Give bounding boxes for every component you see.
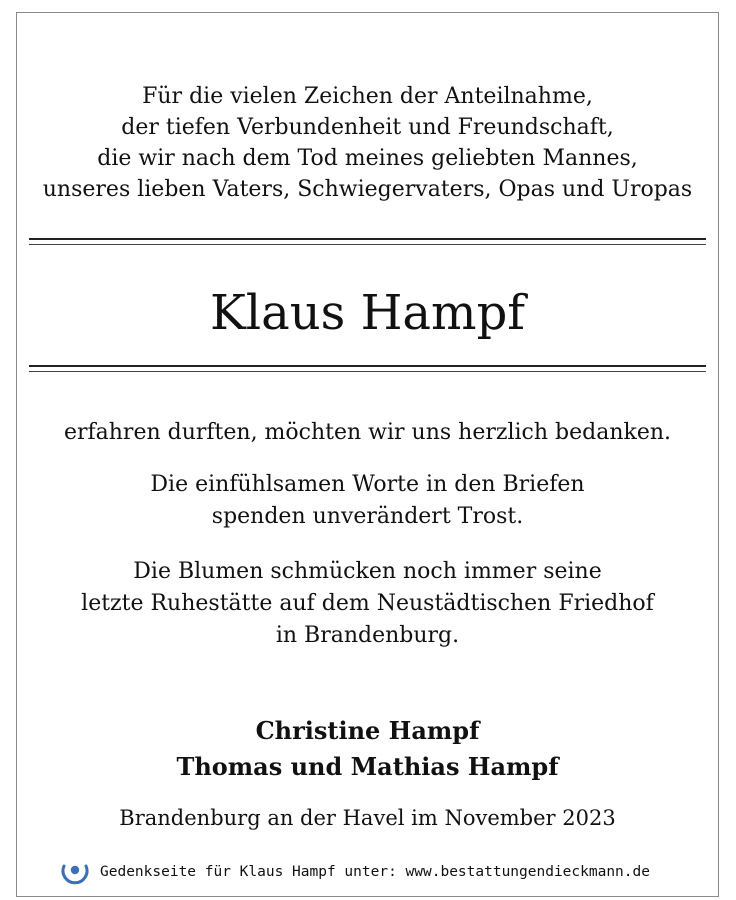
intro-line: Für die vielen Zeichen der Anteilnahme, — [142, 84, 593, 109]
flowers-line: in Brandenburg. — [275, 623, 460, 648]
words-line: Die einfühlsamen Worte in den Briefen — [150, 472, 585, 497]
intro-line: unseres lieben Vaters, Schwiegervaters, Opas und Uropas — [42, 177, 693, 202]
signer-name: Thomas und Mathias Hampf — [176, 752, 559, 781]
deceased-name: Klaus Hampf — [209, 285, 526, 341]
thanks-text — [17, 417, 718, 449]
words-paragraph — [17, 469, 718, 533]
place-date: Brandenburg an der Havel im November 2023 — [119, 806, 616, 830]
memorial-logo-icon — [60, 857, 90, 887]
intro-line: die wir nach dem Tod meines geliebten Mannes, — [97, 146, 638, 171]
thanks-line: erfahren durften, möchten wir uns herzlich bedanken. — [63, 420, 672, 445]
signer-name: Christine Hampf — [255, 716, 480, 745]
flowers-line: letzte Ruhestätte auf dem Neustädtischen Friedhof — [81, 591, 654, 616]
intro-line: der tiefen Verbundenheit und Freundschaft, — [121, 115, 614, 140]
memorial-page-link[interactable] — [60, 857, 650, 887]
top-rule-thin — [29, 244, 706, 245]
signers — [17, 713, 718, 785]
bottom-rule-thick — [29, 365, 706, 367]
obituary-card — [16, 12, 719, 897]
bottom-rule-thin — [29, 371, 706, 372]
memorial-page-text[interactable]: Gedenkseite für Klaus Hampf unter: www.bestattungendieckmann.de — [100, 864, 650, 880]
words-line: spenden unverändert Trost. — [211, 504, 524, 529]
intro-text — [17, 81, 718, 205]
flowers-paragraph — [17, 556, 718, 652]
flowers-line: Die Blumen schmücken noch immer seine — [133, 559, 602, 584]
top-rule-thick — [29, 238, 706, 240]
